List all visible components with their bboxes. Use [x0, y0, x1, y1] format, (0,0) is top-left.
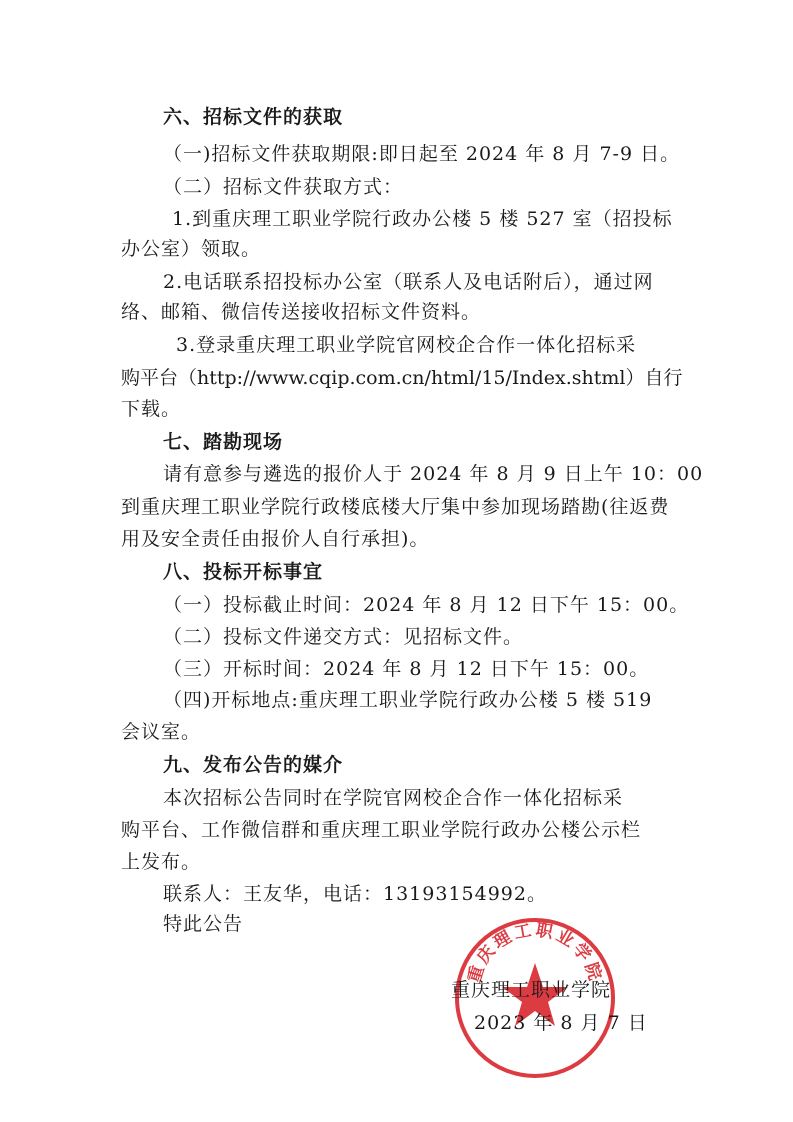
s8-line-1: （一）投标截止时间：2024 年 8 月 12 日下午 15：00。	[163, 594, 690, 616]
signature-date: 2023 年 8 月 7 日	[474, 1012, 648, 1034]
s9-line-1: 本次招标公告同时在学院官网校企合作一体化招标采	[163, 787, 624, 809]
section-6-heading: 六、招标文件的获取	[163, 106, 344, 128]
s8-line-2: （二）投标文件递交方式：见招标文件。	[163, 626, 524, 648]
s6-line-2: （二）招标文件获取方式：	[163, 176, 404, 198]
section-9-heading: 九、发布公告的媒介	[163, 754, 344, 776]
s9-line-4: 联系人：王友华，电话：13193154992。	[163, 883, 547, 905]
s6-line-1: （一)招标文件获取期限:即日起至 2024 年 8 月 7-9 日。	[163, 143, 681, 165]
s9-line-3: 上发布。	[121, 851, 202, 873]
s7-line-2: 到重庆理工职业学院行政楼底楼大厅集中参加现场踏勘(往返费	[121, 496, 670, 518]
s6-line-7: 3.登录重庆理工职业学院官网校企合作一体化招标采	[176, 334, 637, 356]
section-7-heading: 七、踏勘现场	[163, 431, 284, 453]
signature-org: 重庆理工职业学院	[451, 979, 612, 1001]
s8-line-3: （三）开标时间：2024 年 8 月 12 日下午 15：00。	[163, 658, 650, 680]
s6-line-8: 购平台（http://www.cqip.com.cn/html/15/Index.shtml）自行	[121, 367, 683, 389]
seal-arc-text: 重庆理工职业学院	[464, 920, 606, 986]
s6-line-5: 2.电话联系招投标办公室（联系人及电话附后），通过网	[163, 271, 654, 293]
section-8-heading: 八、投标开标事宜	[163, 561, 324, 583]
s6-line-4: 办公室）领取。	[121, 238, 262, 260]
s6-line-9: 下载。	[121, 398, 182, 420]
s9-line-2: 购平台、工作微信群和重庆理工职业学院行政办公楼公示栏	[121, 819, 642, 841]
s7-line-3: 用及安全责任由报价人自行承担)。	[121, 528, 430, 550]
s9-line-5: 特此公告	[163, 913, 244, 935]
s6-line-6: 络、邮箱、微信传送接收招标文件资料。	[121, 301, 482, 323]
s7-line-1: 请有意参与遴选的报价人于 2024 年 8 月 9 日上午 10：00	[163, 463, 704, 485]
s8-line-5: 会议室。	[121, 721, 202, 743]
s6-line-3: 1.到重庆理工职业学院行政办公楼 5 楼 527 室（招投标	[172, 208, 673, 230]
s8-line-4: （四)开标地点:重庆理工职业学院行政办公楼 5 楼 519	[163, 689, 653, 711]
